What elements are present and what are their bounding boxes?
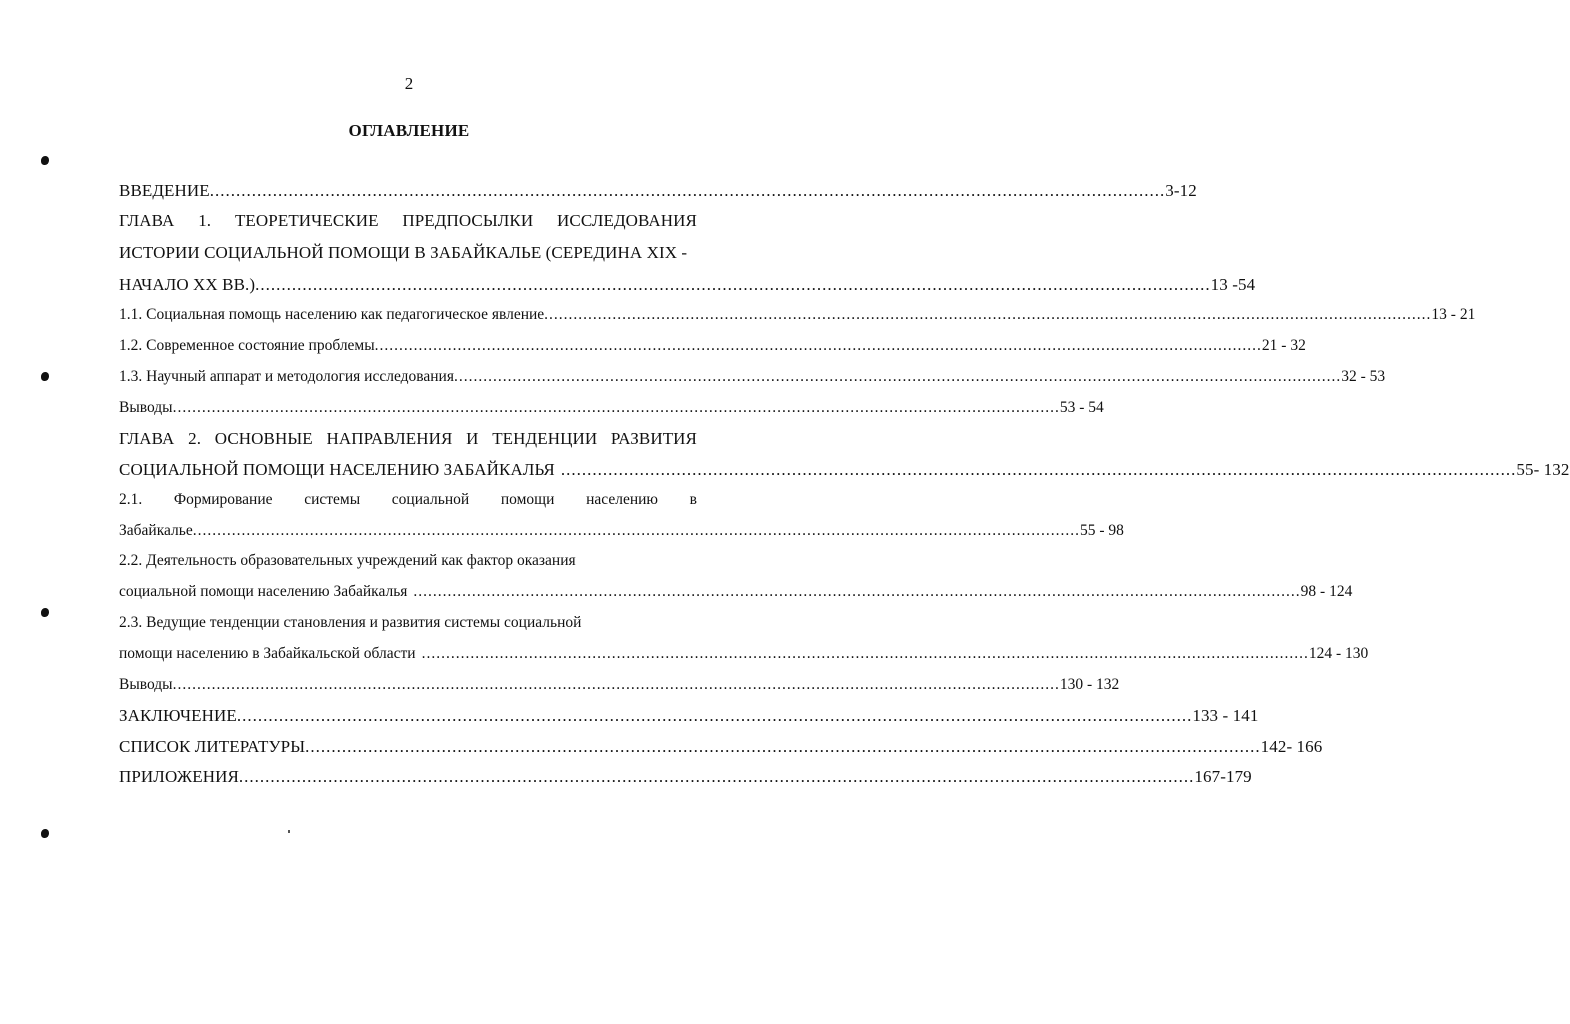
page-range: 130 - 132: [1059, 676, 1120, 693]
toc-entry-introduction[interactable]: ВВЕДЕНИЕ ...................................................................................................................................................................................... 3-12: [119, 181, 1197, 200]
section-2-2-title-line-2: социальной помощи населению Забайкалья ...................................................................................................................................................................................... 98 - 124: [119, 583, 1353, 600]
section-2-2-title-line-1: 2.2. Деятельность образовательных учреждений как фактор оказания: [119, 552, 576, 569]
leader-dots: ......................................................................................................................................................................................: [209, 181, 1166, 200]
punch-hole-mark: [41, 829, 49, 838]
chapter-2-title-line-1: ГЛАВА 2. ОСНОВНЫЕ НАПРАВЛЕНИЯ И ТЕНДЕНЦИИ РАЗВИТИЯ: [119, 429, 697, 448]
leader-dots: ......................................................................................................................................................................................: [453, 368, 1342, 385]
toc-entry-appendices[interactable]: ПРИЛОЖЕНИЯ ...................................................................................................................................................................................... 167-179: [119, 767, 1252, 786]
page-range: 3-12: [1165, 181, 1197, 200]
punch-hole-mark: [41, 156, 49, 165]
page-range: 133 - 141: [1192, 706, 1259, 725]
chapter-1-title-line-1: ГЛАВА 1. ТЕОРЕТИЧЕСКИЕ ПРЕДПОСЫЛКИ ИССЛЕДОВАНИЯ: [119, 211, 697, 230]
toc-entry-chapter-2-conclusions[interactable]: Выводы ...................................................................................................................................................................................... 130 - 132: [119, 676, 1120, 693]
punch-hole-mark: [41, 372, 49, 381]
toc-entry-chapter-1-conclusions[interactable]: Выводы ...................................................................................................................................................................................... 53 - 54: [119, 399, 1104, 416]
leader-dots: ......................................................................................................................................................................................: [238, 767, 1195, 786]
toc-entry-section-1-3[interactable]: 1.3. Научный аппарат и методология исследования ...................................................................................................................................................................................... 32 - 53: [119, 368, 1386, 385]
toc-entry-references[interactable]: СПИСОК ЛИТЕРАТУРЫ ...................................................................................................................................................................................... 142- 166: [119, 737, 1323, 756]
leader-dots: ......................................................................................................................................................................................: [305, 737, 1261, 756]
section-2-1-title-line-2: Забайкалье ...................................................................................................................................................................................... 55 - 98: [119, 522, 1124, 539]
leader-dots: ......................................................................................................................................................................................: [374, 337, 1262, 354]
chapter-1-title-line-2: ИСТОРИИ СОЦИАЛЬНОЙ ПОМОЩИ В ЗАБАЙКАЛЬЕ (СЕРЕДИНА XIX -: [119, 243, 688, 262]
leader-dots: ......................................................................................................................................................................................: [172, 399, 1060, 416]
toc-entry-section-1-1[interactable]: 1.1. Социальная помощь населению как педагогическое явление ...................................................................................................................................................................................... 13 - 21: [119, 306, 1476, 323]
page-range: 53 - 54: [1059, 399, 1104, 416]
section-2-1-title-line-1: 2.1. Формирование системы социальной помощи населению в: [119, 491, 697, 508]
leader-dots: ......................................................................................................................................................................................: [192, 522, 1080, 539]
section-2-3-title-line-1: 2.3. Ведущие тенденции становления и развития системы социальной: [119, 614, 582, 631]
page-range: 13 -54: [1210, 275, 1256, 294]
page-range: 142- 166: [1260, 737, 1323, 756]
chapter-2-title-line-2: СОЦИАЛЬНОЙ ПОМОЩИ НАСЕЛЕНИЮ ЗАБАЙКАЛЬЯ ...................................................................................................................................................................................... 55- 132: [119, 460, 1570, 479]
leader-dots: ......................................................................................................................................................................................: [544, 306, 1432, 323]
leader-dots: ......................................................................................................................................................................................: [421, 645, 1309, 662]
page-range: 167-179: [1194, 767, 1252, 786]
page-range: 98 - 124: [1300, 583, 1353, 600]
page-range: 55 - 98: [1079, 522, 1124, 539]
section-2-3-title-line-2: помощи населению в Забайкальской области ...................................................................................................................................................................................... 124 - 130: [119, 645, 1369, 662]
chapter-1-title-line-3: НАЧАЛО XX ВВ.) ...................................................................................................................................................................................... 13 -54: [119, 275, 1256, 294]
leader-dots: ......................................................................................................................................................................................: [255, 275, 1211, 294]
leader-dots: ......................................................................................................................................................................................: [236, 706, 1193, 725]
page-range: 55- 132: [1516, 460, 1570, 479]
leader-dots: ......................................................................................................................................................................................: [172, 676, 1060, 693]
leader-dots: ......................................................................................................................................................................................: [560, 460, 1517, 479]
page-range: 21 - 32: [1261, 337, 1306, 354]
page-range: 13 - 21: [1431, 306, 1476, 323]
page-number: 2: [404, 74, 414, 93]
leader-dots: ......................................................................................................................................................................................: [413, 583, 1301, 600]
page-range: 32 - 53: [1341, 368, 1386, 385]
toc-entry-section-1-2[interactable]: 1.2. Современное состояние проблемы ...................................................................................................................................................................................... 21 - 32: [119, 337, 1306, 354]
punch-hole-mark: [41, 608, 49, 617]
toc-entry-conclusion[interactable]: ЗАКЛЮЧЕНИЕ ...................................................................................................................................................................................... 133 - 141: [119, 706, 1259, 725]
scan-speck: [288, 830, 290, 833]
page-range: 124 - 130: [1308, 645, 1369, 662]
page-title: ОГЛАВЛЕНИЕ: [348, 121, 470, 140]
